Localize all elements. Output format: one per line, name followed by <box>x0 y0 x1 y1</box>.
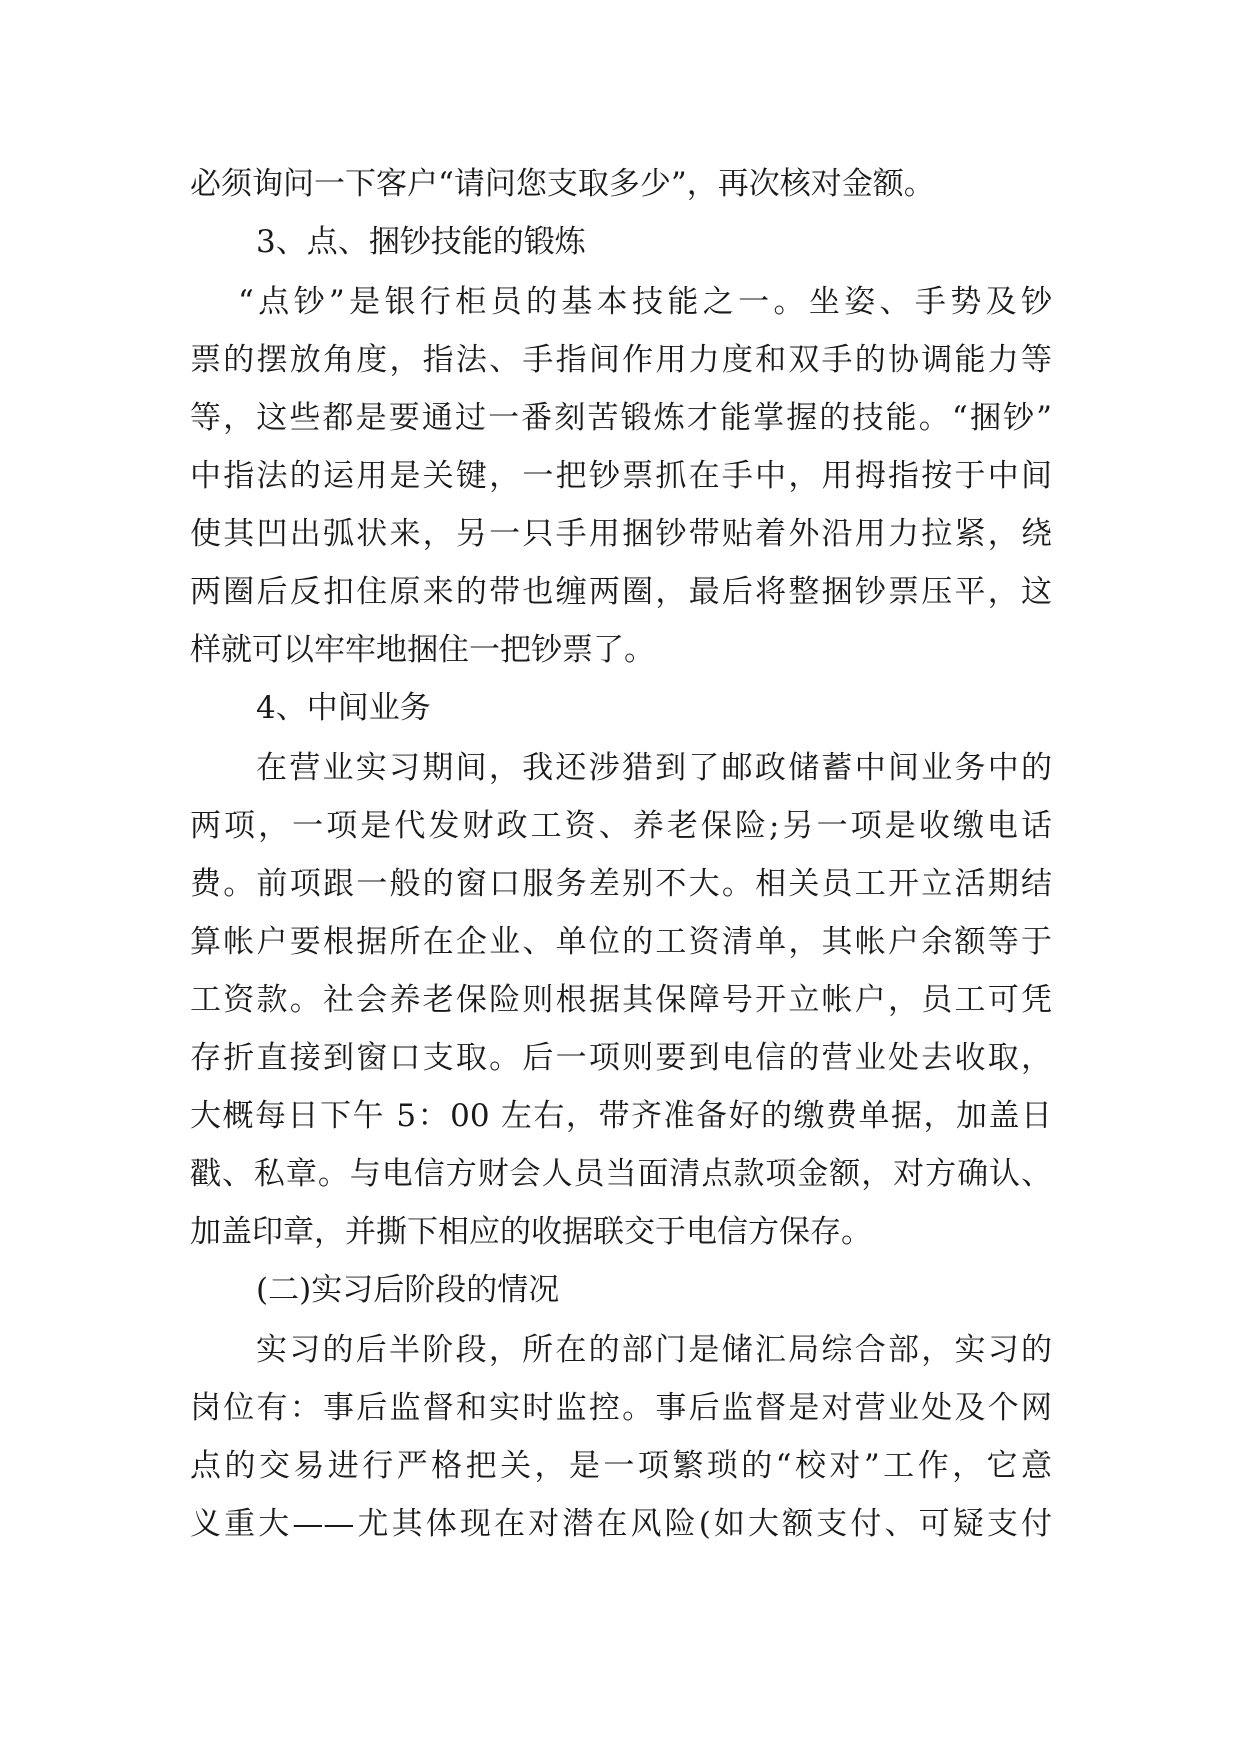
paragraph-line: 算帐户要根据所在企业、单位的工资清单，其帐户余额等于 <box>190 924 1052 960</box>
paragraph-line: 义重大——尤其体现在对潜在风险(如大额支付、可疑支付 <box>190 1506 1052 1542</box>
paragraph-line: 两圈后反扣住原来的带也缠两圈，最后将整捆钞票压平，这 <box>190 574 1052 610</box>
section-heading-part-two: (二)实习后阶段的情况 <box>256 1272 560 1308</box>
paragraph-line: 实习的后半阶段，所在的部门是储汇局综合部，实习的 <box>256 1332 1052 1368</box>
paragraph-line: 费。前项跟一般的窗口服务差别不大。相关员工开立活期结 <box>190 866 1052 902</box>
paragraph-line: 两项，一项是代发财政工资、养老保险;另一项是收缴电话 <box>190 808 1052 844</box>
paragraph-line: 必须询问一下客户“请问您支取多少”，再次核对金额。 <box>190 166 935 202</box>
paragraph-line: 等，这些都是要通过一番刻苦锻炼才能掌握的技能。“捆钞” <box>190 400 1052 436</box>
paragraph-line: 戳、私章。与电信方财会人员当面清点款项金额，对方确认、 <box>190 1156 1052 1192</box>
paragraph-line: 大概每日下午 5：00 左右，带齐准备好的缴费单据，加盖日 <box>190 1098 1052 1134</box>
paragraph-line: 点的交易进行严格把关，是一项繁琐的“校对”工作，它意 <box>190 1448 1052 1484</box>
section-heading-3: 3、点、捆钞技能的锻炼 <box>256 224 586 260</box>
paragraph-line: 中指法的运用是关键，一把钞票抓在手中，用拇指按于中间 <box>190 458 1052 494</box>
paragraph-line: 工资款。社会养老保险则根据其保障号开立帐户，员工可凭 <box>190 982 1052 1018</box>
paragraph-line: 存折直接到窗口支取。后一项则要到电信的营业处去收取， <box>190 1040 1052 1076</box>
paragraph-line: 在营业实习期间，我还涉猎到了邮政储蓄中间业务中的 <box>256 750 1052 786</box>
paragraph-line: “点钞”是银行柜员的基本技能之一。坐姿、手势及钞 <box>238 284 1052 320</box>
paragraph-line: 样就可以牢牢地捆住一把钞票了。 <box>190 632 655 668</box>
paragraph-line: 使其凹出弧状来，另一只手用捆钞带贴着外沿用力拉紧，绕 <box>190 516 1052 552</box>
paragraph-line: 加盖印章，并撕下相应的收据联交于电信方保存。 <box>190 1214 872 1250</box>
section-heading-4: 4、中间业务 <box>256 690 431 726</box>
paragraph-line: 票的摆放角度，指法、手指间作用力度和双手的协调能力等 <box>190 342 1052 378</box>
paragraph-line: 岗位有：事后监督和实时监控。事后监督是对营业处及个网 <box>190 1390 1052 1426</box>
